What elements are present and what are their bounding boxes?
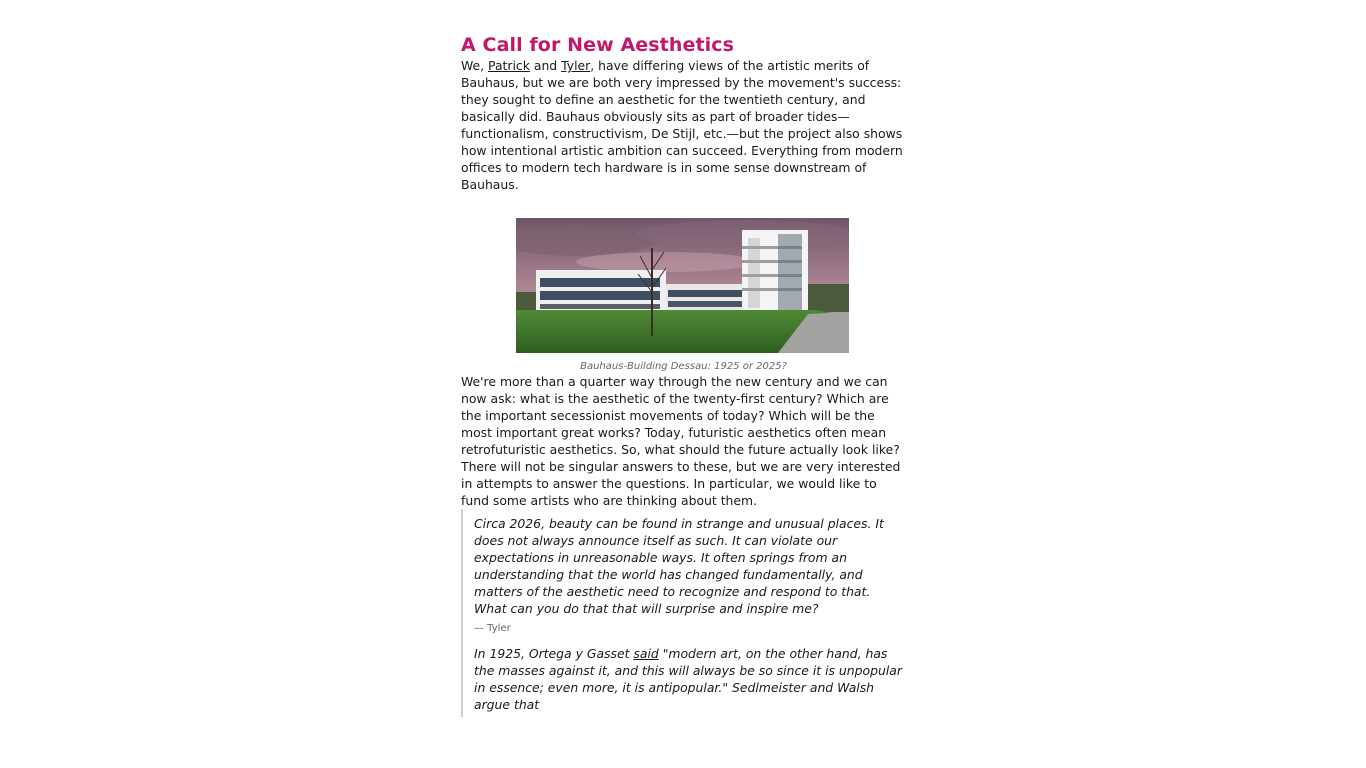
said-link[interactable]: said	[633, 646, 659, 661]
tyler-quote-author: — Tyler	[474, 623, 511, 634]
tyler-link[interactable]: Tyler	[561, 58, 591, 73]
intro-prefix: We,	[461, 58, 489, 73]
ortega-quote-text	[474, 645, 906, 713]
figure-caption: Bauhaus-Building Dessau: 1925 or 2025?	[580, 361, 787, 372]
patrick-link[interactable]: Patrick	[488, 58, 530, 73]
tyler-quote-text: Circa 2026, beauty can be found in strange and unusual places. It does not always announce itself as such. It can violate our expectations in unreasonable ways. It often springs from an understanding that the world has changed fundamentally, and matters of the aesthetic need to recognize and respond to that. What can you do that that will surprise and inspire me?	[474, 516, 884, 616]
article-title: A Call for New Aesthetics	[461, 34, 735, 56]
ortega-quote-rest: "modern art, on the other hand, has the masses against it, and this will always be so since it is unpopular in essence; even more, it is antipopular." Sedlmeister and Walsh argue that	[474, 646, 902, 712]
intro-and: and	[529, 58, 562, 73]
hero-figure	[461, 218, 906, 373]
ortega-quote-prefix: In 1925, Ortega y Gasset	[474, 646, 634, 661]
paragraph-two: We're more than a quarter way through the new century and we can now ask: what is the aesthetic of the twenty-first century? Which are the important secessionist movements of today? Which will be the most important great works? Today, futuristic aesthetics often mean retrofuturistic aesthetics. So, what should the future actually look like?	[461, 374, 900, 457]
bauhaus-building-image	[516, 218, 849, 353]
ortega-quote	[461, 639, 906, 717]
article	[461, 0, 906, 717]
bauhaus-photo-illustration	[516, 218, 849, 353]
tyler-quote	[461, 509, 906, 639]
intro-paragraph	[461, 57, 906, 193]
intro-rest: , have differing views of the artistic merits of Bauhaus, but we are both very impressed by the movement's success: they sought to define an aesthetic for the twentieth century, and basically did. Bauhaus obviously sits as part of broader tides—functionalism, constructivism, De Stijl, etc.—but the project also shows how intentional artistic ambition can succeed. Everything from modern offices to modern tech hardware is in some sense downstream of Bauhaus.	[461, 58, 903, 192]
paragraph-three: There will not be singular answers to these, but we are very interested in attempts to answer the questions. In particular, we would like to fund some artists who are thinking about them.	[461, 459, 901, 508]
